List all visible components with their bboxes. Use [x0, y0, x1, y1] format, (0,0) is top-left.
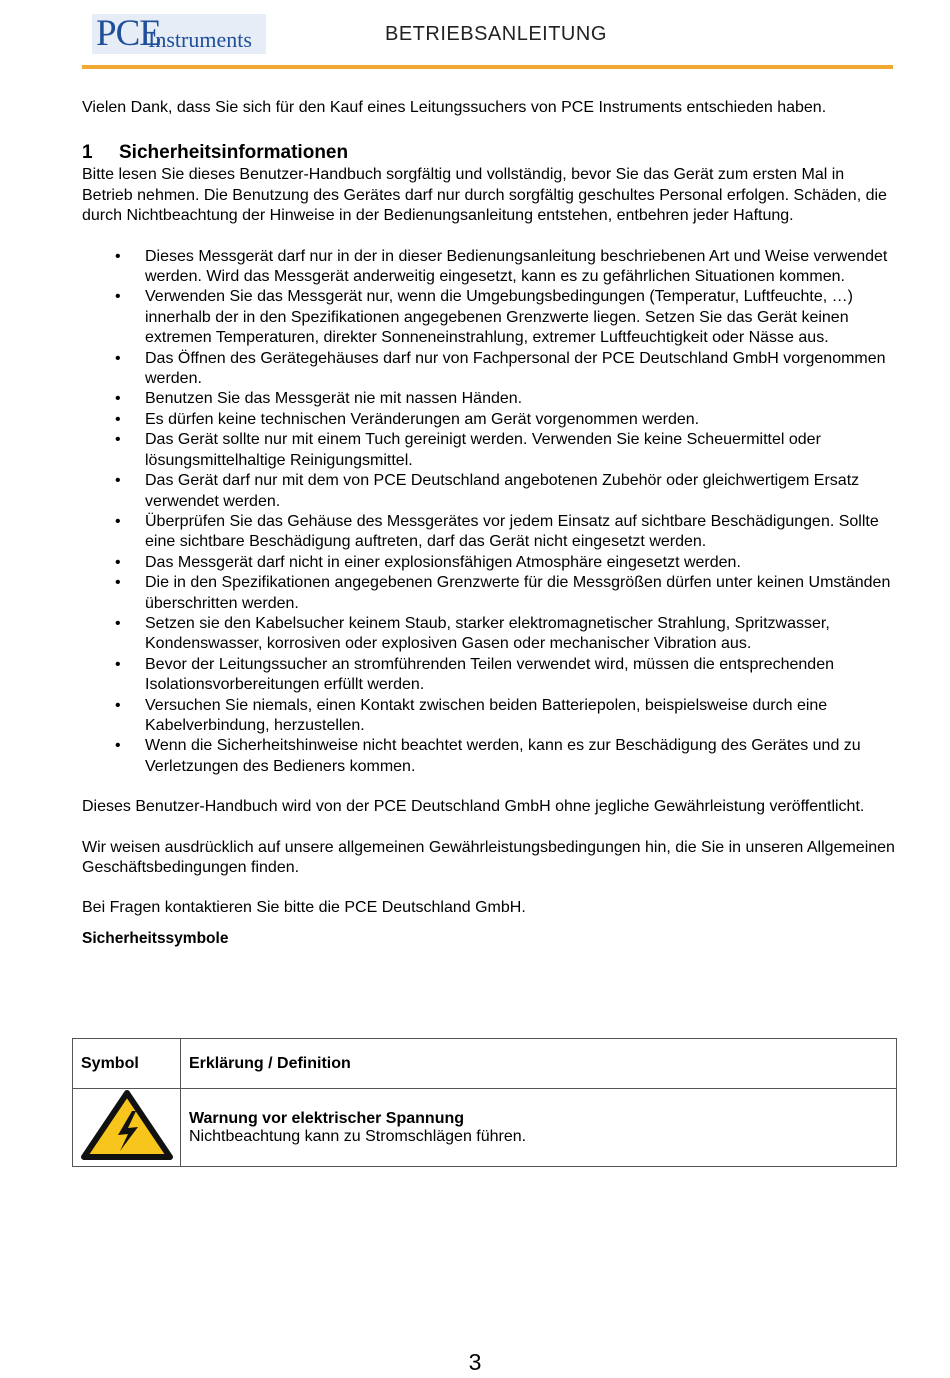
- list-item: [82, 736, 897, 777]
- bullet-icon: •: [115, 696, 121, 714]
- bullet-icon: •: [115, 655, 121, 673]
- main-content: [82, 98, 897, 949]
- symbol-cell: [73, 1089, 181, 1167]
- definition-text: Nichtbeachtung kann zu Stromschlägen führen.: [189, 1127, 527, 1145]
- pce-logo: [92, 14, 266, 54]
- high-voltage-warning-icon: [80, 1089, 174, 1161]
- list-item-text: Benutzen Sie das Messgerät nie mit nassen Händen.: [145, 390, 523, 408]
- symbols-heading: Sicherheitssymbole: [82, 929, 229, 947]
- section-paragraph: Bitte lesen Sie dieses Benutzer-Handbuch sorgfältig und vollständig, bevor Sie das Gerät zum ersten Mal in Betrieb nehmen. Die Benutzung des Gerätes darf nur durch sorgfältig geschultes Personal erfolgen. Schäden, die durch Nichtbeachtung der Hinweise in der Bedienungsanleitung entstehen, entbehren jeder Haftung.: [82, 166, 887, 225]
- list-item-text: Die in den Spezifikationen angegebenen Grenzwerte für die Messgrößen dürfen unter keinen Umständen überschritten werden.: [145, 574, 891, 612]
- bullet-icon: •: [115, 737, 121, 755]
- table-row: [73, 1089, 897, 1167]
- logo-text-sub: Instruments: [148, 27, 252, 52]
- list-item: [82, 553, 897, 573]
- closing-paragraph-warranty: Dieses Benutzer-Handbuch wird von der PCE Deutschland GmbH ohne jegliche Gewährleistung veröffentlicht.: [82, 798, 865, 816]
- list-item: [82, 349, 897, 390]
- bullet-icon: •: [115, 410, 121, 428]
- bullet-icon: •: [115, 247, 121, 265]
- page-number: 3: [468, 1349, 482, 1375]
- section-heading: [82, 141, 897, 165]
- closing-paragraph-contact: Bei Fragen kontaktieren Sie bitte die PCE Deutschland GmbH.: [82, 899, 526, 917]
- column-header-definition: Erklärung / Definition: [181, 1039, 897, 1089]
- list-item: [82, 655, 897, 696]
- bullet-icon: •: [115, 614, 121, 632]
- bullet-icon: •: [115, 574, 121, 592]
- bullet-icon: •: [115, 390, 121, 408]
- list-item-text: Wenn die Sicherheitshinweise nicht beachtet werden, kann es zur Beschädigung des Gerätes und zu Verletzungen des Bedieners kommen.: [145, 737, 861, 775]
- column-header-symbol: Symbol: [73, 1039, 181, 1089]
- list-item: [82, 389, 897, 409]
- list-item: [82, 410, 897, 430]
- logo-text-main: PCE: [96, 13, 161, 54]
- bullet-icon: •: [115, 349, 121, 367]
- table-header-row: [73, 1039, 897, 1089]
- list-item-text: Es dürfen keine technischen Veränderungen am Gerät vorgenommen werden.: [145, 410, 700, 428]
- list-item-text: Bevor der Leitungssucher an stromführenden Teilen verwendet wird, müssen die entsprechenden Isolationsvorbereitungen erfüllt werden.: [145, 655, 834, 694]
- bullet-icon: •: [115, 288, 121, 306]
- list-item: [82, 573, 897, 614]
- list-item: [82, 287, 897, 348]
- closing-paragraph-terms: Wir weisen ausdrücklich auf unsere allgemeinen Gewährleistungsbedingungen hin, die Sie in unseren Allgemeinen Geschäftsbedingungen finden.: [82, 838, 895, 876]
- list-item: [82, 696, 897, 737]
- intro-paragraph: Vielen Dank, dass Sie sich für den Kauf eines Leitungssuchers von PCE Instruments entschieden haben.: [82, 99, 827, 116]
- definition-cell: [181, 1089, 897, 1167]
- list-item-text: Das Gerät sollte nur mit einem Tuch gereinigt werden. Verwenden Sie keine Scheuermittel oder lösungsmittelhaltige Reinigungsmittel.: [145, 431, 821, 469]
- list-item: [82, 430, 897, 471]
- section-number: 1: [82, 142, 93, 164]
- safety-symbols-table: [72, 1038, 897, 1167]
- list-item-text: Das Messgerät darf nicht in einer explosionsfähigen Atmosphäre eingesetzt werden.: [145, 553, 741, 571]
- safety-bullet-list: [82, 247, 897, 778]
- document-title: BETRIEBSANLEITUNG: [385, 23, 607, 45]
- list-item-text: Überprüfen Sie das Gehäuse des Messgerätes vor jedem Einsatz auf sichtbare Beschädigungen. Sollte eine sichtbare Beschädigung auftreten, darf das Gerät nicht eingesetzt werden.: [145, 512, 879, 551]
- list-item-text: Das Gerät darf nur mit dem von PCE Deutschland angebotenen Zubehör oder gleichwertigem Ersatz verwendet werden.: [145, 472, 860, 510]
- bullet-icon: •: [115, 553, 121, 571]
- section-title: Sicherheitsinformationen: [119, 142, 349, 164]
- list-item: [82, 614, 897, 655]
- list-item-text: Versuchen Sie niemals, einen Kontakt zwischen beiden Batteriepolen, beispielsweise durch eine Kabelverbindung, herzustellen.: [145, 696, 828, 734]
- list-item: [82, 471, 897, 512]
- bullet-icon: •: [115, 472, 121, 490]
- list-item-text: Dieses Messgerät darf nur in der in dieser Bedienungsanleitung beschriebenen Art und Weise verwendet werden. Wird das Messgerät anderweitig eingesetzt, kann es zu gefährlichen Situationen kommen.: [145, 247, 888, 286]
- header-divider: [82, 65, 893, 69]
- bullet-icon: •: [115, 431, 121, 449]
- list-item-text: Setzen sie den Kabelsucher keinem Staub, starker elektromagnetischer Strahlung, Spritzwasser, Kondenswasser, korrosiven oder explosiven Gasen oder mechanischer Vibration aus.: [145, 614, 830, 653]
- definition-title: Warnung vor elektrischer Spannung: [189, 1109, 465, 1127]
- list-item-text: Das Öffnen des Gerätegehäuses darf nur von Fachpersonal der PCE Deutschland GmbH vorgenommen werden.: [145, 349, 886, 388]
- bullet-icon: •: [115, 512, 121, 530]
- page-header: [82, 10, 893, 70]
- list-item: [82, 512, 897, 553]
- list-item: [82, 247, 897, 288]
- list-item-text: Verwenden Sie das Messgerät nur, wenn die Umgebungsbedingungen (Temperatur, Luftfeuchte, …) innerhalb der in den Spezifikationen angegebenen Grenzwerte liegen. Setzen Sie das Gerät keinen extremen Temperaturen, direkter Sonneneinstrahlung, extremer Luftfeuchtigkeit oder Nässe aus.: [145, 288, 853, 347]
